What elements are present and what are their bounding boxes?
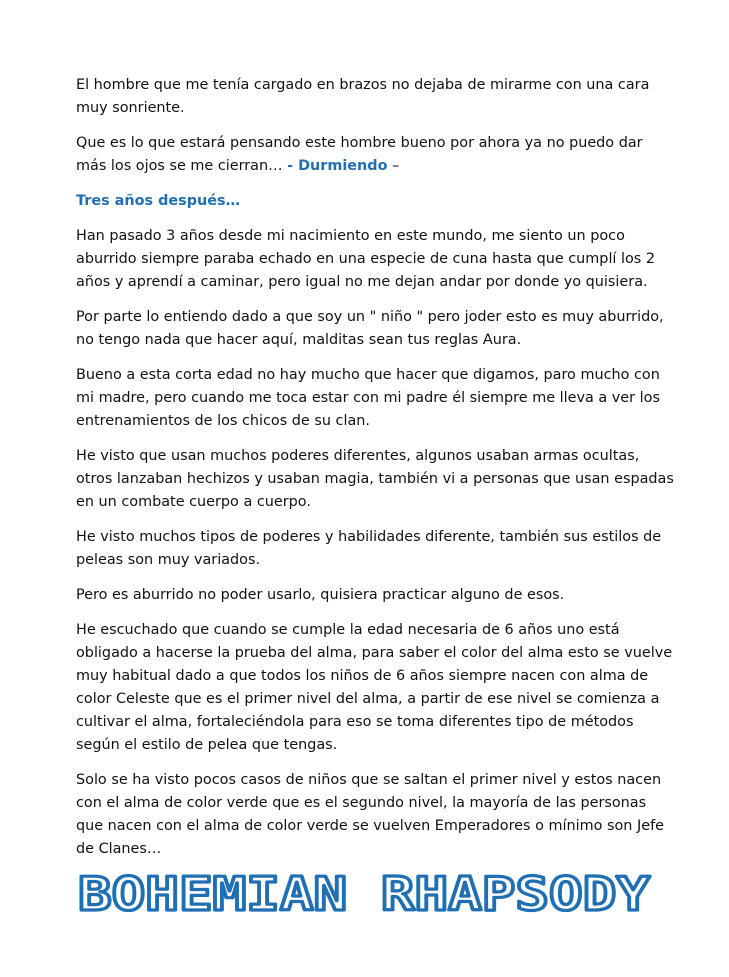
bohemian-rhapsody-banner [74, 866, 654, 918]
sleeping-annotation: Durmiendo [298, 158, 388, 174]
section-heading: Tres años después… [76, 193, 240, 209]
banner-text: BOHEMIAN RHAPSODY [78, 867, 651, 918]
paragraph-3: Han pasado 3 años desde mi nacimiento en este mundo, me siento un poco aburrido siempre paraba echado en una especie de cuna hasta que cumplí los 2 años y aprendí a caminar, pero igual no me dejan andar por donde yo quisiera. [76, 228, 656, 290]
document-body [76, 74, 676, 873]
paragraph-6: He visto que usan muchos poderes diferentes, algunos usaban armas ocultas, otros lanzaban hechizos y usaban magia, también vi a personas que usan espadas en un combate cuerpo a cuerpo. [76, 448, 674, 510]
paragraph-2-text: Que es lo que estará pensando este hombre bueno por ahora ya no puedo dar más los ojos se me cierran… [76, 135, 643, 174]
paragraph-4: Por parte lo entiendo dado a que soy un " niño " pero joder esto es muy aburrido, no tengo nada que hacer aquí, malditas sean tus reglas Aura. [76, 309, 664, 348]
paragraph-5: Bueno a esta corta edad no hay mucho que hacer que digamos, paro mucho con mi madre, pero cuando me toca estar con mi padre él siempre me lleva a ver los entrenamientos de los chicos de su clan. [76, 367, 660, 429]
banner-logo [74, 866, 654, 918]
paragraph-2 [76, 132, 676, 178]
paragraph-9: He escuchado que cuando se cumple la edad necesaria de 6 años uno está obligado a hacerse la prueba del alma, para saber el color del alma esto se vuelve muy habitual dado a que todos los niños de 6 años siempre nacen con alma de color Celeste que es el primer nivel del alma, a partir de ese nivel se comienza a cultivar el alma, fortaleciéndola para eso se toma diferentes tipo de métodos según el estilo de pelea que tengas. [76, 622, 673, 753]
paragraph-8: Pero es aburrido no poder usarlo, quisiera practicar alguno de esos. [76, 587, 565, 603]
paragraph-2-dash-close: – [387, 158, 400, 174]
paragraph-10: Solo se ha visto pocos casos de niños que se saltan el primer nivel y estos nacen con el alma de color verde que es el segundo nivel, la mayoría de las personas que nacen con el alma de color verde se vuelven Emperadores o mínimo son Jefe de Clanes… [76, 772, 665, 857]
paragraph-1: El hombre que me tenía cargado en brazos no dejaba de mirarme con una cara muy sonriente. [76, 77, 650, 116]
paragraph-2-dash-open: - [287, 158, 299, 174]
paragraph-7: He visto muchos tipos de poderes y habilidades diferente, también sus estilos de peleas son muy variados. [76, 529, 662, 568]
